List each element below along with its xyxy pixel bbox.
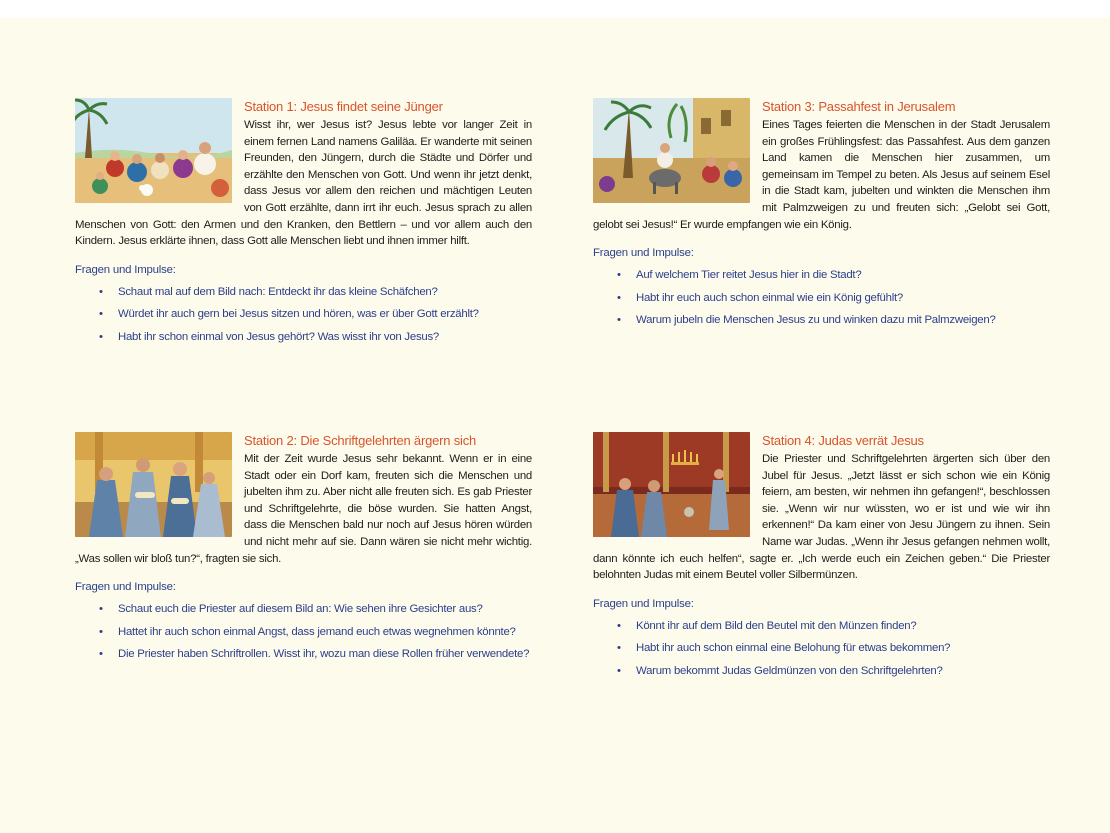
question-text: Habt ihr euch auch schon einmal wie ein König gefühlt? (636, 291, 904, 304)
question-item (99, 625, 532, 640)
question-item (617, 664, 1050, 679)
question-item (99, 330, 532, 345)
station-1-illustration (75, 98, 232, 203)
station-2-questions (75, 567, 532, 662)
bullet-icon: • (617, 314, 621, 327)
question-item (617, 268, 1050, 283)
question-text: Schaut euch die Priester auf diesem Bild an: Wie sehen ihre Gesichter aus? (118, 603, 483, 616)
question-text: Hattet ihr auch schon einmal Angst, dass jemand euch etwas wegnehmen könnte? (118, 625, 516, 638)
questions-heading: Fragen und Impulse: (75, 263, 176, 276)
station-4-questions (593, 584, 1050, 679)
bullet-icon: • (99, 625, 103, 638)
question-item (99, 285, 532, 300)
questions-heading: Fragen und Impulse: (593, 247, 694, 260)
question-text: Schaut mal auf dem Bild nach: Entdeckt ihr das kleine Schäfchen? (118, 285, 438, 298)
bullet-icon: • (617, 291, 621, 304)
station-2-title: Station 2: Die Schriftgelehrten ärgern sich (244, 433, 477, 448)
station-2-text: Mit der Zeit wurde Jesus sehr bekannt. Wenn er in eine Stadt oder ein Dorf kam, freuten sich die Menschen und jubelten ihm zu. Aber nicht alle freuten sich. Es gab Priester und Schriftgelehrte, die böse wurden. Sie hatten Angst, dass die Menschen bald nur noch auf Jesus hören würden und nicht mehr auf sie. Dann wären sie nicht mehr wichtig. „Was sollen wir bloß tun?“, fragten sie sich. (75, 453, 532, 565)
station-2 (75, 432, 532, 670)
station-3 (593, 98, 1050, 336)
question-item (99, 647, 532, 662)
bullet-icon: • (617, 269, 621, 282)
question-list (75, 285, 532, 345)
question-text: Warum bekommt Judas Geldmünzen von den Schriftgelehrten? (636, 664, 943, 677)
question-text: Habt ihr auch schon einmal eine Belohung für etwas bekommen? (636, 642, 951, 655)
station-2-illustration (75, 432, 232, 537)
question-list (75, 602, 532, 662)
question-text: Könnt ihr auf dem Bild den Beutel mit den Münzen finden? (636, 619, 917, 632)
station-1-title: Station 1: Jesus findet seine Jünger (244, 99, 443, 114)
station-3-text: Eines Tages feierten die Menschen in der Stadt Jerusalem ein großes Frühlingsfest: das Passahfest. Aus dem ganzen Land kamen die Menschen hier zusammen, um gemeinsam im Tempel zu beten. Als Jesus auf seinem Esel in die Stadt kam, jubelten und winkten die Menschen ihm mit Palmzweigen zu und freuten sich: „Gelobt sei Gott, gelobt sei Jesus!“ Er wurde empfangen wie ein König. (593, 119, 1050, 231)
bullet-icon: • (617, 619, 621, 632)
entry-into-jerusalem-picture (593, 98, 750, 203)
question-item (99, 307, 532, 322)
question-item (99, 602, 532, 617)
judas-betrays-picture (593, 432, 750, 537)
bullet-icon: • (99, 330, 103, 343)
questions-heading: Fragen und Impulse: (75, 581, 176, 594)
questions-heading: Fragen und Impulse: (593, 597, 694, 610)
question-text: Warum jubeln die Menschen Jesus zu und winken dazu mit Palmzweigen? (636, 314, 996, 327)
bullet-icon: • (99, 285, 103, 298)
question-list (593, 619, 1050, 679)
station-3-title: Station 3: Passahfest in Jerusalem (762, 99, 956, 114)
station-3-questions (593, 233, 1050, 328)
station-1 (75, 98, 532, 352)
station-1-text: Wisst ihr, wer Jesus ist? Jesus lebte vor langer Zeit in einem fernen Land namens Galiläa. Er wanderte mit seinen Freunden, den Jüngern, durch die Städte und Dörfer und erzählte den Menschen von Gott. Und wenn ihr jetzt denkt, dass Jesus vor allem den reichen und mächtigen Leuten von Gott erzählte, dann irrt ihr euch. Jesus sprach zu allen Menschen von Gott: den Armen und den Kranken, den Bettlern – und vor allem auch den Kindern. Jesus erklärte ihnen, dass Gott alle Menschen liebt und ihnen immer hilft. (75, 119, 532, 248)
bullet-icon: • (99, 603, 103, 616)
question-item (617, 619, 1050, 634)
question-item (617, 291, 1050, 306)
question-list (593, 268, 1050, 328)
station-4-illustration (593, 432, 750, 537)
scribes-picture (75, 432, 232, 537)
question-text: Habt ihr schon einmal von Jesus gehört? Was wisst ihr von Jesus? (118, 330, 440, 343)
worksheet-page (0, 18, 1110, 833)
top-margin-strip (0, 0, 1110, 18)
station-1-questions (75, 250, 532, 345)
bullet-icon: • (617, 664, 621, 677)
jesus-with-disciples-picture (75, 98, 232, 203)
bullet-icon: • (617, 642, 621, 655)
station-4 (593, 432, 1050, 686)
bullet-icon: • (99, 308, 103, 321)
question-text: Würdet ihr auch gern bei Jesus sitzen und hören, was er über Gott erzählt? (118, 308, 479, 321)
station-4-text: Die Priester und Schriftgelehrten ärgerten sich über den Jubel für Jesus. „Jetzt lässt er sich schon wie ein König feiern, am besten, wir nehmen ihn gefangen!“, beschlossen sie. „Wenn wir nur wüssten, wo er ist und wie wir ihn erkennen!“ Da kam einer von Jesu Jüngern zu ihnen. Sein Name war Judas. „Wenn ihr Jesus gefangen nehmen wollt, dann könnte ich euch helfen“, sagte er. „Ich werde euch ein Zeichen geben.“ Die Priester belohnten Judas mit einem Beutel voller Silbermünzen. (593, 453, 1050, 582)
question-text: Auf welchem Tier reitet Jesus hier in die Stadt? (636, 269, 862, 282)
station-3-illustration (593, 98, 750, 203)
question-text: Die Priester haben Schriftrollen. Wisst ihr, wozu man diese Rollen früher verwendete? (118, 648, 530, 661)
question-item (617, 641, 1050, 656)
bullet-icon: • (99, 648, 103, 661)
question-item (617, 313, 1050, 328)
station-4-title: Station 4: Judas verrät Jesus (762, 433, 924, 448)
